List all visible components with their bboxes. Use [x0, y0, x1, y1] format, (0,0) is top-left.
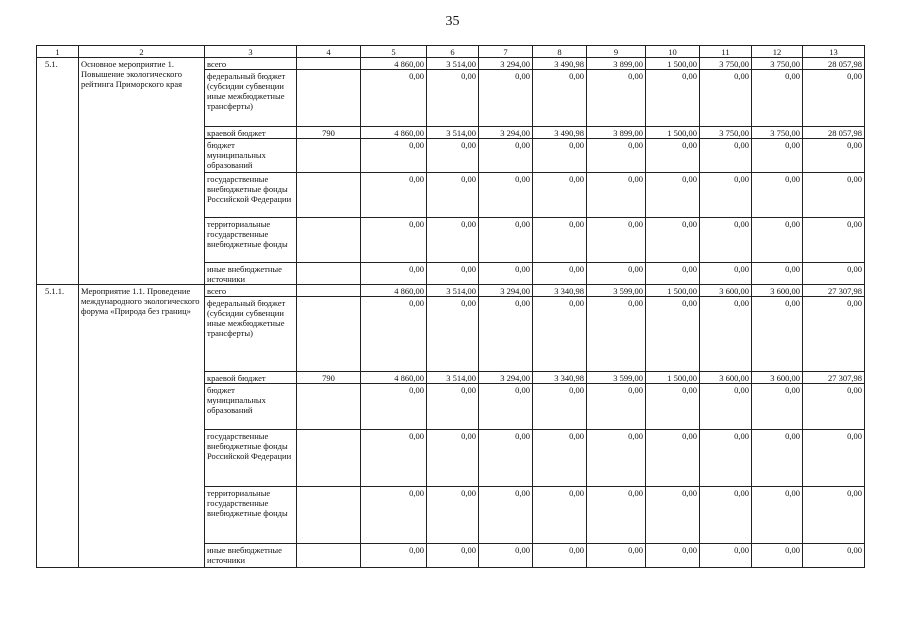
amount-cell: 0,00: [479, 70, 533, 127]
amount-cell: 0,00: [533, 487, 587, 544]
amount-cell: 0,00: [646, 70, 700, 127]
amount-cell: 0,00: [427, 297, 479, 372]
amount-cell: 1 500,00: [646, 285, 700, 297]
column-header: 10: [646, 46, 700, 58]
amount-cell: 0,00: [361, 218, 427, 263]
amount-cell: 1 500,00: [646, 127, 700, 139]
funding-source: федеральный бюджет (субсидии субвенции иные межбюджетные трансферты): [205, 297, 297, 372]
amount-cell: 0,00: [427, 487, 479, 544]
amount-cell: 0,00: [700, 263, 752, 285]
amount-cell: 0,00: [700, 297, 752, 372]
amount-cell: 0,00: [533, 139, 587, 173]
amount-cell: 3 340,98: [533, 372, 587, 384]
amount-cell: 3 899,00: [587, 127, 646, 139]
amount-cell: 0,00: [587, 544, 646, 568]
amount-cell: 0,00: [700, 173, 752, 218]
amount-cell: 0,00: [361, 70, 427, 127]
amount-cell: 0,00: [752, 297, 803, 372]
budget-code: [297, 544, 361, 568]
column-header: 11: [700, 46, 752, 58]
amount-cell: 0,00: [479, 173, 533, 218]
amount-cell: 0,00: [700, 139, 752, 173]
column-header: 8: [533, 46, 587, 58]
amount-cell: 0,00: [752, 430, 803, 487]
funding-source: государственные внебюджетные фонды Российской Федерации: [205, 430, 297, 487]
amount-cell: 0,00: [427, 139, 479, 173]
amount-cell: 4 860,00: [361, 58, 427, 70]
amount-cell: 0,00: [427, 430, 479, 487]
amount-cell: 0,00: [803, 263, 865, 285]
amount-cell: 0,00: [427, 384, 479, 430]
amount-cell: 27 307,98: [803, 372, 865, 384]
column-header: 3: [205, 46, 297, 58]
amount-cell: 0,00: [700, 384, 752, 430]
budget-code: [297, 70, 361, 127]
budget-code: [297, 58, 361, 70]
amount-cell: 0,00: [427, 70, 479, 127]
amount-cell: 28 057,98: [803, 127, 865, 139]
amount-cell: 0,00: [361, 544, 427, 568]
table-header-row: [37, 46, 865, 58]
amount-cell: 0,00: [646, 297, 700, 372]
budget-code: [297, 487, 361, 544]
amount-cell: 3 600,00: [752, 372, 803, 384]
amount-cell: 3 294,00: [479, 58, 533, 70]
funding-source: бюджет муниципальных образований: [205, 384, 297, 430]
amount-cell: 0,00: [752, 384, 803, 430]
amount-cell: 3 294,00: [479, 285, 533, 297]
amount-cell: 0,00: [587, 430, 646, 487]
amount-cell: 3 514,00: [427, 372, 479, 384]
amount-cell: 0,00: [752, 139, 803, 173]
budget-code: [297, 218, 361, 263]
table-row: [37, 58, 865, 70]
budget-code: [297, 263, 361, 285]
amount-cell: 1 500,00: [646, 372, 700, 384]
amount-cell: 28 057,98: [803, 58, 865, 70]
budget-code: 790: [297, 372, 361, 384]
amount-cell: 0,00: [533, 384, 587, 430]
amount-cell: 0,00: [587, 263, 646, 285]
amount-cell: 0,00: [803, 139, 865, 173]
budget-code: [297, 430, 361, 487]
column-header: 2: [79, 46, 205, 58]
amount-cell: 3 490,98: [533, 58, 587, 70]
budget-code: [297, 384, 361, 430]
amount-cell: 3 899,00: [587, 58, 646, 70]
amount-cell: 4 860,00: [361, 372, 427, 384]
amount-cell: 0,00: [646, 384, 700, 430]
budget-code: [297, 139, 361, 173]
amount-cell: 0,00: [361, 487, 427, 544]
amount-cell: 0,00: [587, 139, 646, 173]
amount-cell: 3 340,98: [533, 285, 587, 297]
funding-source: всего: [205, 58, 297, 70]
funding-source: федеральный бюджет (субсидии субвенции иные межбюджетные трансферты): [205, 70, 297, 127]
amount-cell: 0,00: [587, 70, 646, 127]
item-number: 5.1.1.: [37, 285, 79, 568]
page-number: 35: [445, 14, 460, 29]
amount-cell: 0,00: [361, 430, 427, 487]
amount-cell: 0,00: [752, 173, 803, 218]
amount-cell: 4 860,00: [361, 285, 427, 297]
amount-cell: 0,00: [752, 487, 803, 544]
amount-cell: 0,00: [700, 430, 752, 487]
column-header: 13: [803, 46, 865, 58]
amount-cell: 0,00: [479, 544, 533, 568]
amount-cell: 0,00: [361, 263, 427, 285]
amount-cell: 27 307,98: [803, 285, 865, 297]
amount-cell: 0,00: [361, 297, 427, 372]
amount-cell: 0,00: [479, 218, 533, 263]
column-header: 7: [479, 46, 533, 58]
amount-cell: 0,00: [533, 70, 587, 127]
amount-cell: 0,00: [587, 297, 646, 372]
amount-cell: 0,00: [803, 430, 865, 487]
amount-cell: 0,00: [700, 218, 752, 263]
item-title: Основное мероприятие 1. Повышение экологического рейтинга Приморского края: [79, 58, 205, 285]
amount-cell: 0,00: [479, 487, 533, 544]
funding-source: иные внебюджетные источники: [205, 263, 297, 285]
amount-cell: 3 750,00: [700, 58, 752, 70]
amount-cell: 3 514,00: [427, 127, 479, 139]
amount-cell: 0,00: [803, 544, 865, 568]
amount-cell: 0,00: [700, 544, 752, 568]
column-header: 6: [427, 46, 479, 58]
amount-cell: 0,00: [646, 430, 700, 487]
amount-cell: 0,00: [646, 263, 700, 285]
amount-cell: 3 750,00: [700, 127, 752, 139]
amount-cell: 0,00: [533, 430, 587, 487]
amount-cell: 0,00: [803, 173, 865, 218]
amount-cell: 0,00: [803, 218, 865, 263]
funding-source: краевой бюджет: [205, 372, 297, 384]
amount-cell: 0,00: [803, 297, 865, 372]
amount-cell: 0,00: [479, 430, 533, 487]
amount-cell: 0,00: [646, 139, 700, 173]
amount-cell: 0,00: [533, 218, 587, 263]
amount-cell: 0,00: [479, 139, 533, 173]
amount-cell: 0,00: [427, 173, 479, 218]
amount-cell: 1 500,00: [646, 58, 700, 70]
amount-cell: 4 860,00: [361, 127, 427, 139]
amount-cell: 0,00: [587, 384, 646, 430]
table-row: [37, 285, 865, 297]
amount-cell: 0,00: [479, 263, 533, 285]
amount-cell: 3 294,00: [479, 127, 533, 139]
amount-cell: 3 514,00: [427, 58, 479, 70]
amount-cell: 0,00: [752, 70, 803, 127]
amount-cell: 0,00: [427, 218, 479, 263]
budget-code: [297, 297, 361, 372]
amount-cell: 3 514,00: [427, 285, 479, 297]
amount-cell: 0,00: [752, 263, 803, 285]
amount-cell: 0,00: [646, 487, 700, 544]
amount-cell: 3 600,00: [700, 285, 752, 297]
amount-cell: 3 294,00: [479, 372, 533, 384]
amount-cell: 0,00: [700, 487, 752, 544]
amount-cell: 0,00: [587, 487, 646, 544]
amount-cell: 0,00: [361, 384, 427, 430]
funding-source: территориальные государственные внебюджетные фонды: [205, 218, 297, 263]
amount-cell: 3 600,00: [700, 372, 752, 384]
amount-cell: 0,00: [803, 384, 865, 430]
amount-cell: 0,00: [700, 70, 752, 127]
funding-source: территориальные государственные внебюджетные фонды: [205, 487, 297, 544]
amount-cell: 0,00: [587, 173, 646, 218]
amount-cell: 3 600,00: [752, 285, 803, 297]
funding-source: краевой бюджет: [205, 127, 297, 139]
funding-source: всего: [205, 285, 297, 297]
amount-cell: 0,00: [361, 173, 427, 218]
item-title: Мероприятие 1.1. Проведение международного экологического форума «Природа без границ»: [79, 285, 205, 568]
amount-cell: 3 750,00: [752, 58, 803, 70]
amount-cell: 0,00: [752, 544, 803, 568]
amount-cell: 0,00: [646, 173, 700, 218]
amount-cell: 0,00: [427, 263, 479, 285]
amount-cell: 0,00: [646, 218, 700, 263]
amount-cell: 3 599,00: [587, 285, 646, 297]
funding-source: бюджет муниципальных образований: [205, 139, 297, 173]
funding-source: государственные внебюджетные фонды Российской Федерации: [205, 173, 297, 218]
amount-cell: 0,00: [533, 297, 587, 372]
amount-cell: 0,00: [533, 263, 587, 285]
amount-cell: 0,00: [479, 297, 533, 372]
funding-source: иные внебюджетные источники: [205, 544, 297, 568]
amount-cell: 0,00: [427, 544, 479, 568]
amount-cell: 0,00: [646, 544, 700, 568]
budget-table: [36, 45, 865, 568]
amount-cell: 0,00: [533, 173, 587, 218]
amount-cell: 3 599,00: [587, 372, 646, 384]
amount-cell: 0,00: [803, 487, 865, 544]
column-header: 5: [361, 46, 427, 58]
budget-code: 790: [297, 127, 361, 139]
amount-cell: 3 490,98: [533, 127, 587, 139]
amount-cell: 0,00: [361, 139, 427, 173]
column-header: 9: [587, 46, 646, 58]
budget-code: [297, 285, 361, 297]
amount-cell: 0,00: [803, 70, 865, 127]
column-header: 12: [752, 46, 803, 58]
amount-cell: 0,00: [587, 218, 646, 263]
amount-cell: 0,00: [479, 384, 533, 430]
column-header: 1: [37, 46, 79, 58]
amount-cell: 0,00: [533, 544, 587, 568]
budget-code: [297, 173, 361, 218]
amount-cell: 3 750,00: [752, 127, 803, 139]
column-header: 4: [297, 46, 361, 58]
item-number: 5.1.: [37, 58, 79, 285]
amount-cell: 0,00: [752, 218, 803, 263]
